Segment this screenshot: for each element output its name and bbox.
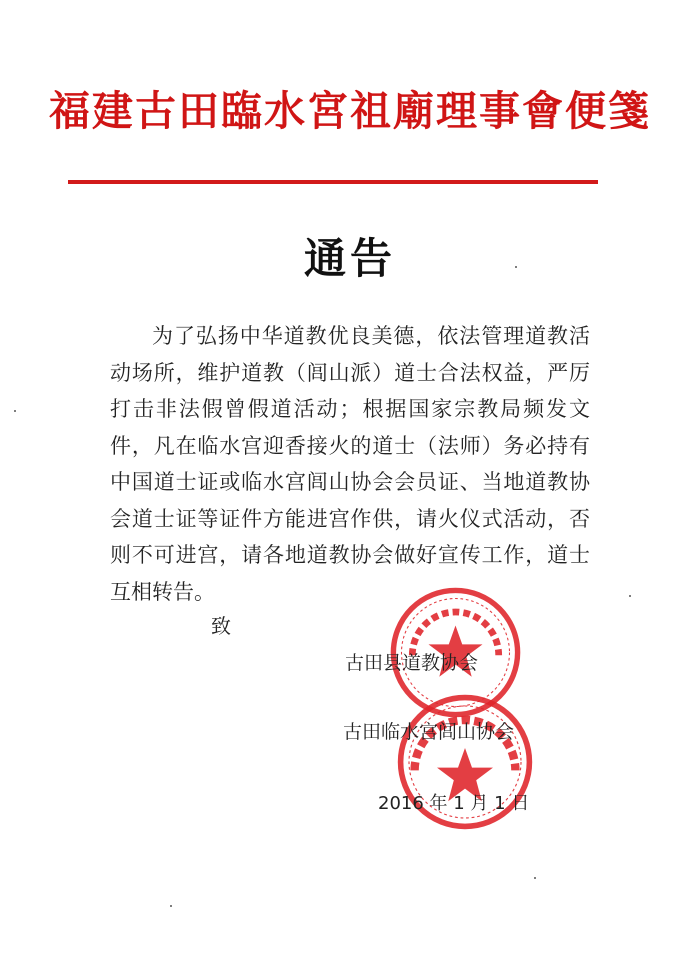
notice-title: 通告: [303, 234, 396, 283]
letterhead: 福建古田臨水宮祖廟理事會便箋: [49, 87, 651, 135]
body-paragraph: 为了弘扬中华道教优良美德，依法管理道教活动场所，维护道教（闾山派）道士合法权益，严厉打击非法假曾假道活动；根据国家宗教局频发文件，凡在临水宫迎香接火的道士（法师）务必持有中国道士证或临水宫闾山协会会员证、当地道教协会道士证等证件方能进宫作供，请火仪式活动，否则不可进宫，请各地道教协会做好宣传工作，道士互相转告。: [110, 324, 590, 604]
scan-speck: [515, 266, 517, 268]
salutation-to: 致: [211, 614, 231, 638]
scan-speck: [534, 877, 536, 879]
notice-body: [110, 318, 590, 610]
signatory-2: 古田临水宫闾山协会: [343, 721, 515, 743]
scan-speck: [629, 595, 631, 597]
scan-speck: [14, 410, 16, 412]
letterhead-rule: [68, 180, 598, 184]
document-date: 2016 年 1 月 1 日: [378, 793, 530, 814]
signatory-1: 古田县道教协会: [345, 652, 479, 674]
scan-speck: [170, 905, 172, 907]
